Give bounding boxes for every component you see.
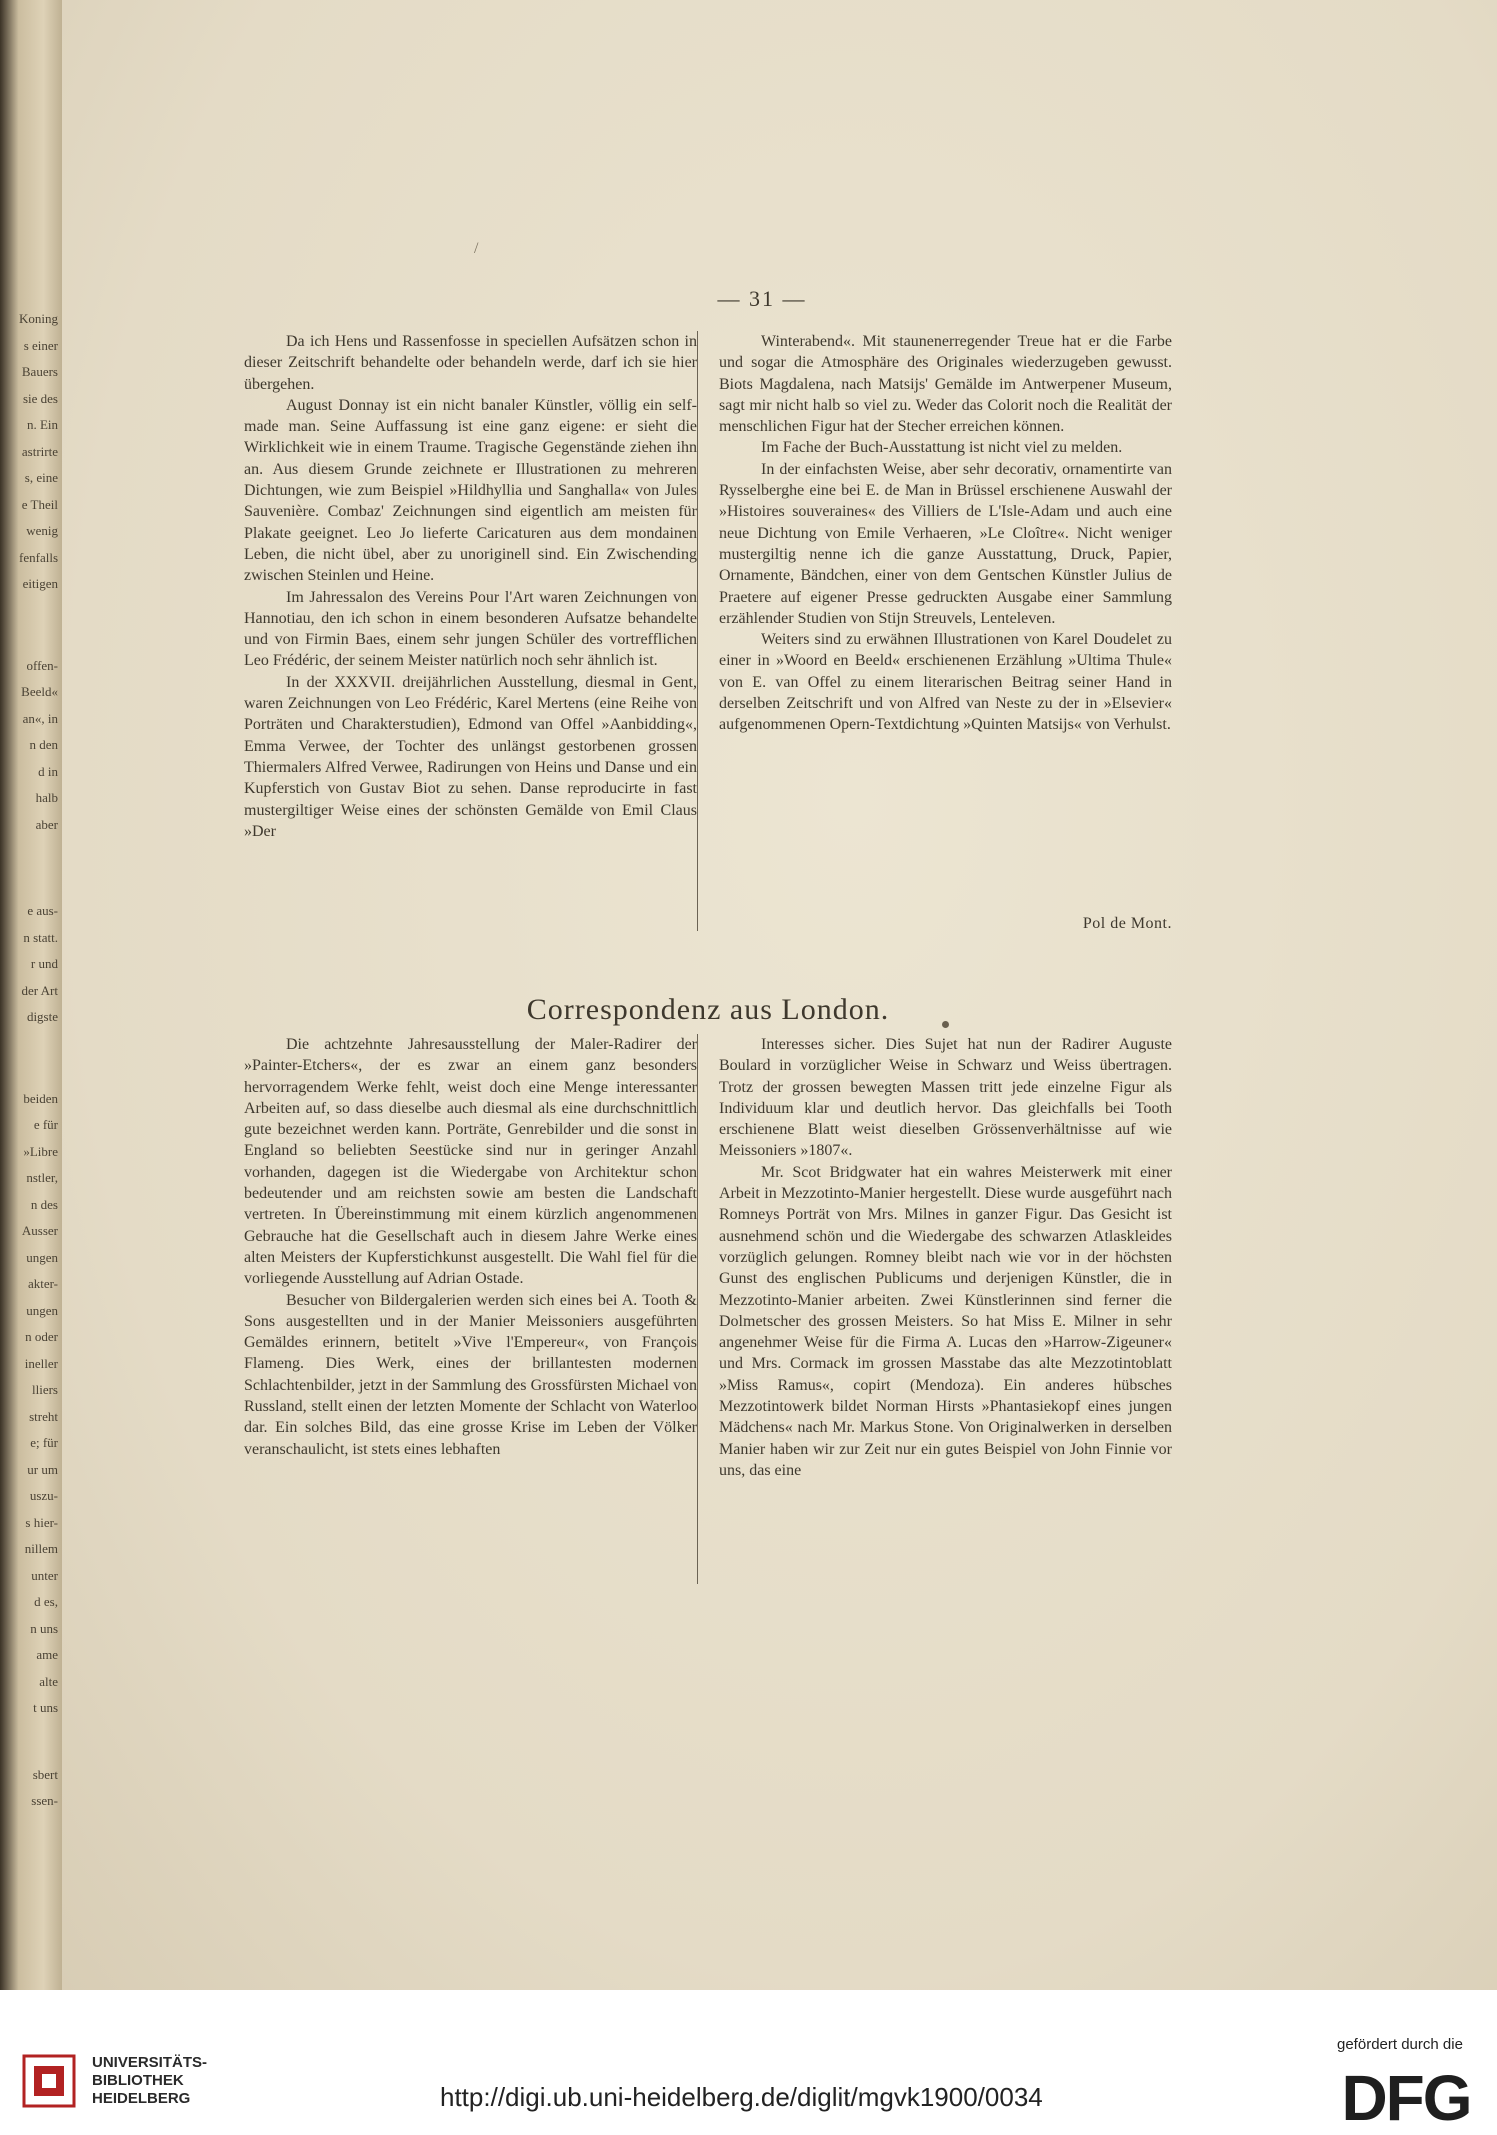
spine-text-fragment: s einer [23, 337, 58, 353]
spine-text-fragment: eitigen [22, 576, 58, 591]
library-name-line: BIBLIOTHEK [92, 2072, 184, 2089]
column-divider [697, 1034, 698, 1584]
sponsor-label: gefördert durch die [1337, 2036, 1463, 2053]
library-name-line: HEIDELBERG [92, 2090, 191, 2107]
spine-text-fragment: s, eine [24, 470, 58, 485]
paragraph: In der einfachsten Weise, aber sehr decorativ, ornamentirte van Rysselberghe eine bei E. de Man in Brüssel erschienene Auswahl der »Histoires souveraines« des Villiers de L'Isle-Adam und auch eine neue Dichtung von Emile Verhaeren, »Le Cloître«. Nicht weniger mustergiltig nenne ich die ganze Ausstattung, Druck, Papier, Ornamente, Bändchen, einer von dem Gentschen Künstler Julius de Praetere auf eigener Presse gedruckten Ausgabe einer Sammlung erzählender Studien von Stijn Streuvels, Lenteleven. [719, 460, 1172, 627]
spine-text-fragment: nstler, [26, 1170, 58, 1185]
page-number: — 31 — [717, 286, 807, 311]
spine-text-fragment: e aus- [27, 903, 58, 918]
library-logo [20, 2052, 207, 2110]
spine-text-fragment: sbert [32, 1766, 58, 1782]
paragraph: Da ich Hens und Rassenfosse in speciellen Aufsätzen schon in dieser Zeitschrift behandelte oder behandeln werde, darf ich sie hier übergehen. [244, 333, 697, 393]
spine-text-fragment: e; für [30, 1435, 58, 1450]
library-name-line: UNIVERSITÄTS- [92, 2054, 208, 2071]
author-signature: Pol de Mont. [1082, 915, 1172, 932]
paragraph: August Donnay ist ein nicht banaler Künstler, völlig ein self-made man. Seine Auffassung ist eine ganz eigene: er sieht die Wirklichkeit wie in einem Traume. Tragische Gegenstände ziehen ihn an. Aus diesem Grunde zeichnete er Illustrationen zu mehreren Dichtungen, wie zum Beispiel »Hildhyllia und Sanghalla« von Jules Sauvenière. Combaz' Zeichnungen sind eigentlich am meisten für Plakate geeignet. Leo Jo lieferte Caricaturen aus dem mondainen Leben, die nicht übel, aber zu unoriginell sind. Ein Zwischending zwischen Steinlen und Heine. [244, 396, 697, 585]
spine-text-fragment: nillem [24, 1541, 58, 1556]
spine-text-fragment: ame [36, 1647, 58, 1662]
spine-text-fragment: ur um [27, 1461, 58, 1477]
paragraph: Die achtzehnte Jahresausstellung der Maler-Radirer der »Painter-Etchers«, der es zwar an einem ganz besonders hervorragendem Werke fehlt, weist doch eine Menge interessanter Arbeiten auf, so dass dieselbe auch diesmal als eine durchschnittlich gute bezeichnet werden kann. Porträte, Genrebilder und die sonst in England so beliebten Seestücke sind nur in geringer Anzahl vorhanden, dagegen ist die Wiedergabe von Architektur schon bedeutender und am reichsten sowie am besten die Landschaft vertreten. In Übereinstimmung mit einem kürzlich angenommenen Gebrauche hat die Gesellschaft auch in diesem Jahre Werke eines alten Meisters der Kupferstichkunst ausgestellt. Die Wahl fiel für die vorliegende Ausstellung auf Adrian Ostade. [244, 1036, 697, 1288]
spine-text-fragment: t uns [33, 1700, 58, 1715]
paragraph: Besucher von Bildergalerien werden sich eines bei A. Tooth & Sons ausgestellten und in der Manier Meissoniers ausgeführten Gemäldes erinnern, betitelt »Vive l'Empereur«, von François Flameng. Dies Werk, eines der brillantesten modernen Schlachtenbilder, jetzt in der Sammlung des Grossfürsten Michael von Russland, stellt einen der letzten Momente der Schlacht von Waterloo dar. Ein solches Bild, das eine grosse Krise im Leben der Völker veranschaulicht, ist stets eines lebhaften [244, 1291, 697, 1458]
spine-text-fragment: astrirte [21, 443, 58, 459]
spine-text-fragment: n des [30, 1196, 58, 1212]
paragraph: Weiters sind zu erwähnen Illustrationen von Karel Doudelet zu einer in »Woord en Beeld« erschienenen Erzählung »Ultima Thule« von E. van Offel zu einem literarischen Beitrag seiner Hand in derselben Zeitschrift und von Alfred van Neste zu der in »Elsevier« aufgenommenen Opern-Textdichtung »Quinten Matsijs« von Verhulst. [719, 631, 1172, 734]
book-spine-edge [0, 0, 62, 1990]
spine-text-fragment: Koning [19, 311, 58, 326]
spine-text-fragment: n statt. [23, 929, 58, 945]
spine-text-fragment: fenfalls [19, 549, 58, 565]
ink-dot [942, 1021, 949, 1028]
spine-text-fragment: digste [26, 1009, 58, 1024]
paragraph: Winterabend«. Mit staunenerregender Treue hat er die Farbe und sogar die Atmosphäre des Originales wiederzugeben gewusst. Biots Magdalena, nach Matsijs' Gemälde im Antwerpener Museum, sagt mir nicht halb so viel zu. Weder das Colorit noch die Realität der menschlichen Figur hat der Stecher erreichen können. [719, 333, 1172, 436]
spine-text-fragment: Bauers [21, 364, 58, 379]
spine-text-fragment: d es, [34, 1594, 58, 1609]
spine-text-fragment: n. Ein [26, 417, 58, 432]
spine-text-fragment: ungen [26, 1249, 58, 1265]
paragraph: In der XXXVII. dreijährlichen Ausstellung, diesmal in Gent, waren Zeichnungen von Leo Frédéric, Karel Mertens (eine Reihe von Porträten und Charakterstudien), Edmond van Offel »Aanbidding«, Emma Verwee, der Tochter des unlängst gestorbenen grossen Thiermalers Alfred Verwee, Radirungen von Heins und Danse und ein Kupferstich von Gustav Biot zu sehen. Danse reproducirte in fast mustergiltiger Weise eines der schönsten Gemälde von Emil Claus »Der [244, 673, 697, 840]
spine-text-fragment: ineller [24, 1355, 58, 1371]
source-url-link[interactable]: http://digi.ub.uni-heidelberg.de/diglit/mgvk1900/0034 [440, 2082, 1043, 2112]
spine-text-fragment: streht [29, 1408, 58, 1424]
spine-text-fragment: ungen [26, 1302, 58, 1318]
spine-text-fragment: wenig [26, 523, 58, 538]
dfg-logo [1335, 2060, 1477, 2130]
spine-text-fragment: d in [38, 763, 58, 779]
section2-right-column [719, 1034, 1172, 1481]
paragraph: Im Fache der Buch-Ausstattung ist nicht viel zu melden. [761, 439, 1123, 457]
digitization-footer [0, 1990, 1497, 2135]
spine-text-fragment: unter [31, 1567, 58, 1583]
spine-text-fragment: Ausser [21, 1223, 58, 1238]
section1-right-column [719, 331, 1172, 736]
spine-text-fragment: »Libre [23, 1143, 58, 1159]
paragraph: Mr. Scot Bridgwater hat ein wahres Meisterwerk mit einer Arbeit in Mezzotinto-Manier hergestellt. Diese wurde ausgeführt nach Romneys Porträt von Mrs. Milnes in ganzer Figur. Das Gesicht ist ausnehmend schön und die Wiedergabe des schwarzen Atlaskleides vorzüglich gelungen. Romney bleibt nach wie vor in der höchsten Gunst des englischen Publicums und derjenigen Künstler, die in Mezzotinto-Manier arbeiten. Zwei Künstlerinnen sind ferner die Dolmetscher des grossen Meisters. So hat Miss E. Milner in sehr angenehmer Weise für die Firma A. Lucas den »Harrow-Zigeuner« und Mrs. Cormack im grossen Masstabe das alte Mezzotintoblatt »Miss Ramus«, copirt (Mendoza). Ein anderes hübsches Mezzotintowerk bildet Norman Hirsts »Phantasiekopf eines jungen Mädchens« nach Mr. Markus Stone. Von Originalwerken in derselben Manier haben wir zur Zeit nur ein gutes Beispiel von John Finnie vor uns, das eine [719, 1163, 1172, 1479]
dfg-logo-text: DFG [1341, 2062, 1471, 2130]
spine-text-fragment: sie des [22, 390, 58, 406]
spine-text-fragment: r und [30, 956, 58, 971]
spine-text-fragment: uszu- [29, 1488, 58, 1503]
spine-text-fragment: s hier- [25, 1514, 58, 1530]
section2-left-column [244, 1034, 697, 1460]
spine-text-fragment: der Art [21, 982, 58, 998]
spine-text-fragment: offen- [26, 657, 58, 673]
spine-text-fragment: n uns [30, 1620, 58, 1636]
spine-text-fragment: alte [39, 1673, 58, 1689]
spine-text-fragment: Beeld« [21, 684, 58, 699]
paragraph: Im Jahressalon des Vereins Pour l'Art waren Zeichnungen von Hannotiau, den ich schon in einem besonderen Aufsatze behandelte und von Firmin Baes, einem sehr jungen Schüler des vortrefflichen Leo Frédéric, der seinem Meister natürlich noch sehr ähnlich ist. [244, 588, 697, 670]
spine-text-fragment: ssen- [31, 1793, 58, 1808]
spine-text-fragment: n den [29, 737, 58, 752]
spine-text-fragment: halb [35, 790, 58, 805]
university-seal-icon [20, 2052, 78, 2110]
spine-text-fragment: akter- [27, 1276, 58, 1291]
section1-left-column [244, 331, 697, 842]
spine-text-fragment: an«, in [22, 710, 58, 726]
spine-text-fragment: n oder [25, 1329, 58, 1344]
scanned-page [62, 0, 1497, 1990]
spine-text-fragment: beiden [23, 1090, 58, 1106]
spine-text-fragment: aber [35, 816, 58, 832]
spine-text-fragment: e Theil [21, 496, 58, 512]
spine-text-fragment: e für [33, 1117, 58, 1132]
stray-mark: / [474, 240, 479, 257]
paragraph: Interesses sicher. Dies Sujet hat nun der Radirer Auguste Boulard in vorzüglicher Weise in Schwarz und Weiss übertragen. Trotz der grossen bewegten Massen tritt jede einzelne Figur als Individuum klar und deutlich hervor. Das gleichfalls bei Tooth erschienene Blatt weist dieselben Grössenverhältnisse auf wie Meissoniers »1807«. [719, 1036, 1172, 1160]
spine-text-fragment: lliers [32, 1382, 58, 1397]
section-heading: Correspondenz aus London. [526, 993, 890, 1026]
column-divider [697, 331, 698, 931]
